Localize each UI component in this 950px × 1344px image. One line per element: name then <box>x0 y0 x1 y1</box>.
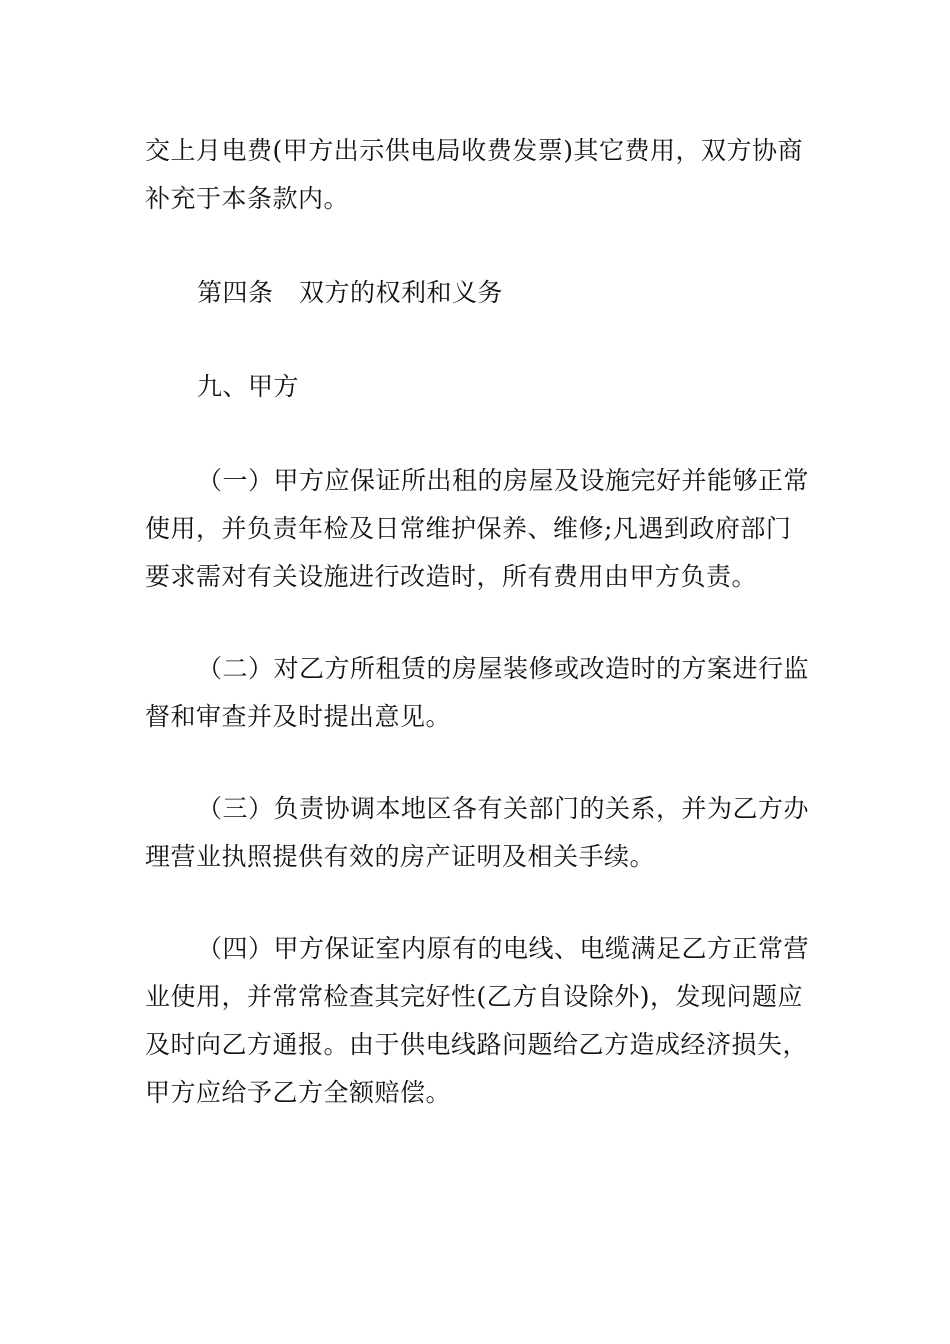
section-heading: 九、甲方 <box>197 372 300 401</box>
clause-2: （二）对乙方所租赁的房屋装修或改造时的方案进行监督和审查并及时提出意见。 <box>145 654 810 731</box>
clause-1: （一）甲方应保证所出租的房屋及设施完好并能够正常使用，并负责年检及日常维护保养、维修;凡遇到政府部门要求需对有关设施进行改造时，所有费用由甲方负责。 <box>145 466 810 591</box>
document-body <box>145 127 810 1117</box>
clause-3: （三）负责协调本地区各有关部门的关系，并为乙方办理营业执照提供有效的房产证明及相关手续。 <box>145 794 810 871</box>
clause-4: （四）甲方保证室内原有的电线、电缆满足乙方正常营业使用，并常常检查其完好性(乙方自设除外)，发现问题应及时向乙方通报。由于供电线路问题给乙方造成经济损失，甲方应给予乙方全额赔偿。 <box>145 934 810 1107</box>
article-heading: 第四条 双方的权利和义务 <box>197 278 504 307</box>
paragraph-continuation: 交上月电费(甲方出示供电局收费发票)其它费用，双方协商补充于本条款内。 <box>145 136 804 213</box>
